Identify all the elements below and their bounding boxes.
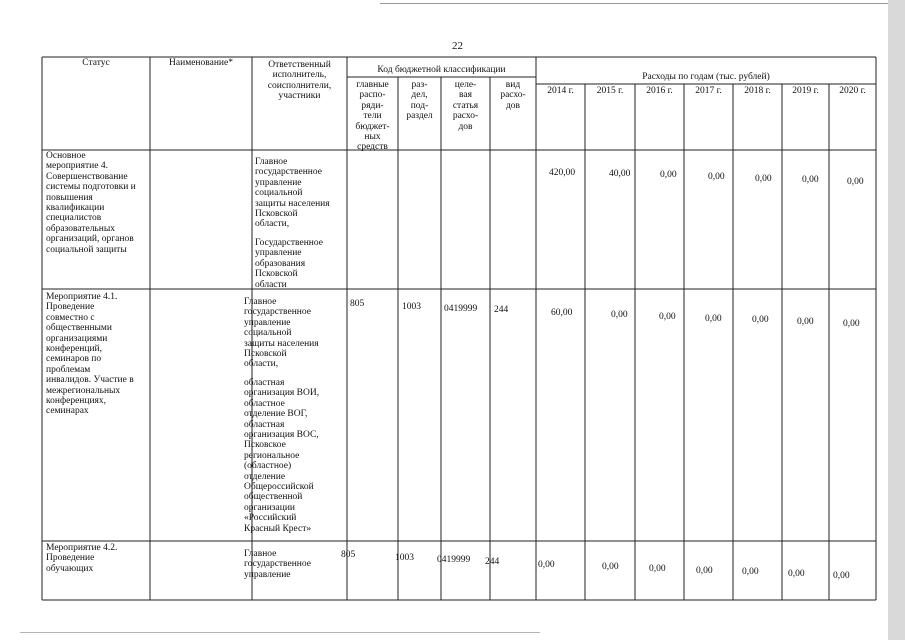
header-year: 2016 г.: [646, 86, 673, 96]
header-name: Наименование*: [169, 58, 233, 68]
row-value: 0,00: [649, 564, 666, 574]
row-target: 0419999: [437, 555, 471, 565]
header-target-item: целе- вая статья расхо- дов: [452, 80, 479, 132]
row-value: 0,00: [705, 314, 722, 324]
row-value: 420,00: [549, 168, 576, 178]
row-value: 0,00: [797, 317, 814, 327]
row-value: 0,00: [847, 177, 864, 187]
row-value: 0,00: [611, 310, 628, 320]
row-value: 0,00: [708, 172, 725, 182]
row-value: 0,00: [802, 175, 819, 185]
row-status: Мероприятие 4.2. Проведение обучающих: [46, 543, 118, 574]
row-status: Мероприятие 4.1. Проведение совместно с общественными организациями конференций, семинаров по проблемам инвалидов. Участие в межрегиональных конференциях, семинарах: [46, 292, 134, 417]
row-value: 60,00: [551, 308, 573, 318]
row-grbs: 805: [341, 550, 356, 560]
header-year: 2019 г.: [792, 86, 819, 96]
header-main-manager: главные распо- ряди- тели бюджет- ных средств: [355, 80, 390, 153]
header-budget-code: Код бюджетной классификации: [377, 65, 506, 75]
header-year: 2015 г.: [596, 86, 624, 96]
header-year: 2018 г.: [744, 86, 771, 96]
row-section: 1003: [402, 302, 421, 312]
row-target: 0419999: [444, 304, 478, 314]
header-year: 2014 г.: [547, 86, 574, 96]
row-responsible: Государственное управление образования Псковской области: [255, 238, 323, 290]
row-value: 0,00: [843, 319, 860, 329]
row-value: 0,00: [602, 562, 619, 572]
row-responsible: Главное государственное управление: [244, 549, 311, 580]
header-year: 2020 г.: [839, 86, 866, 96]
row-type: 244: [494, 305, 509, 315]
row-value: 0,00: [755, 174, 772, 184]
row-section: 1003: [395, 553, 414, 563]
row-responsible: Главное государственное управление социальной защиты населения Псковской области,: [244, 297, 319, 370]
row-value: 40,00: [609, 169, 631, 179]
row-grbs: 805: [350, 299, 365, 309]
row-value: 0,00: [538, 560, 555, 570]
row-responsible: областная организация ВОИ, областное отделение ВОГ, областная организация ВОС, Псковское региональное (областное) отделение Общероссийской общественной организации «Российский Красный Крест»: [244, 378, 320, 534]
page-number: 22: [452, 40, 463, 52]
row-value: 0,00: [660, 170, 677, 180]
row-type: 244: [485, 557, 500, 567]
header-expense-type: вид расхо- дов: [500, 80, 526, 111]
header-status: Статус: [82, 58, 110, 68]
row-status: Основное мероприятие 4. Совершенствование системы подготовки и повышения квалификации специалистов образовательных организаций, органов социальной защиты: [46, 151, 136, 255]
header-expenses-by-year: Расходы по годам (тыс. рублей): [642, 72, 770, 82]
row-value: 0,00: [788, 569, 805, 579]
row-value: 0,00: [659, 312, 676, 322]
row-value: 0,00: [752, 315, 769, 325]
header-year: 2017 г.: [695, 86, 722, 96]
header-section: раз- дел, под- раздел: [406, 80, 433, 122]
row-value: 0,00: [833, 571, 850, 581]
row-value: 0,00: [696, 566, 713, 576]
row-responsible: Главное государственное управление социальной защиты населения Псковской области,: [255, 157, 330, 230]
header-responsible: Ответственный исполнитель, соисполнители, участники: [267, 60, 332, 102]
row-value: 0,00: [742, 567, 759, 577]
